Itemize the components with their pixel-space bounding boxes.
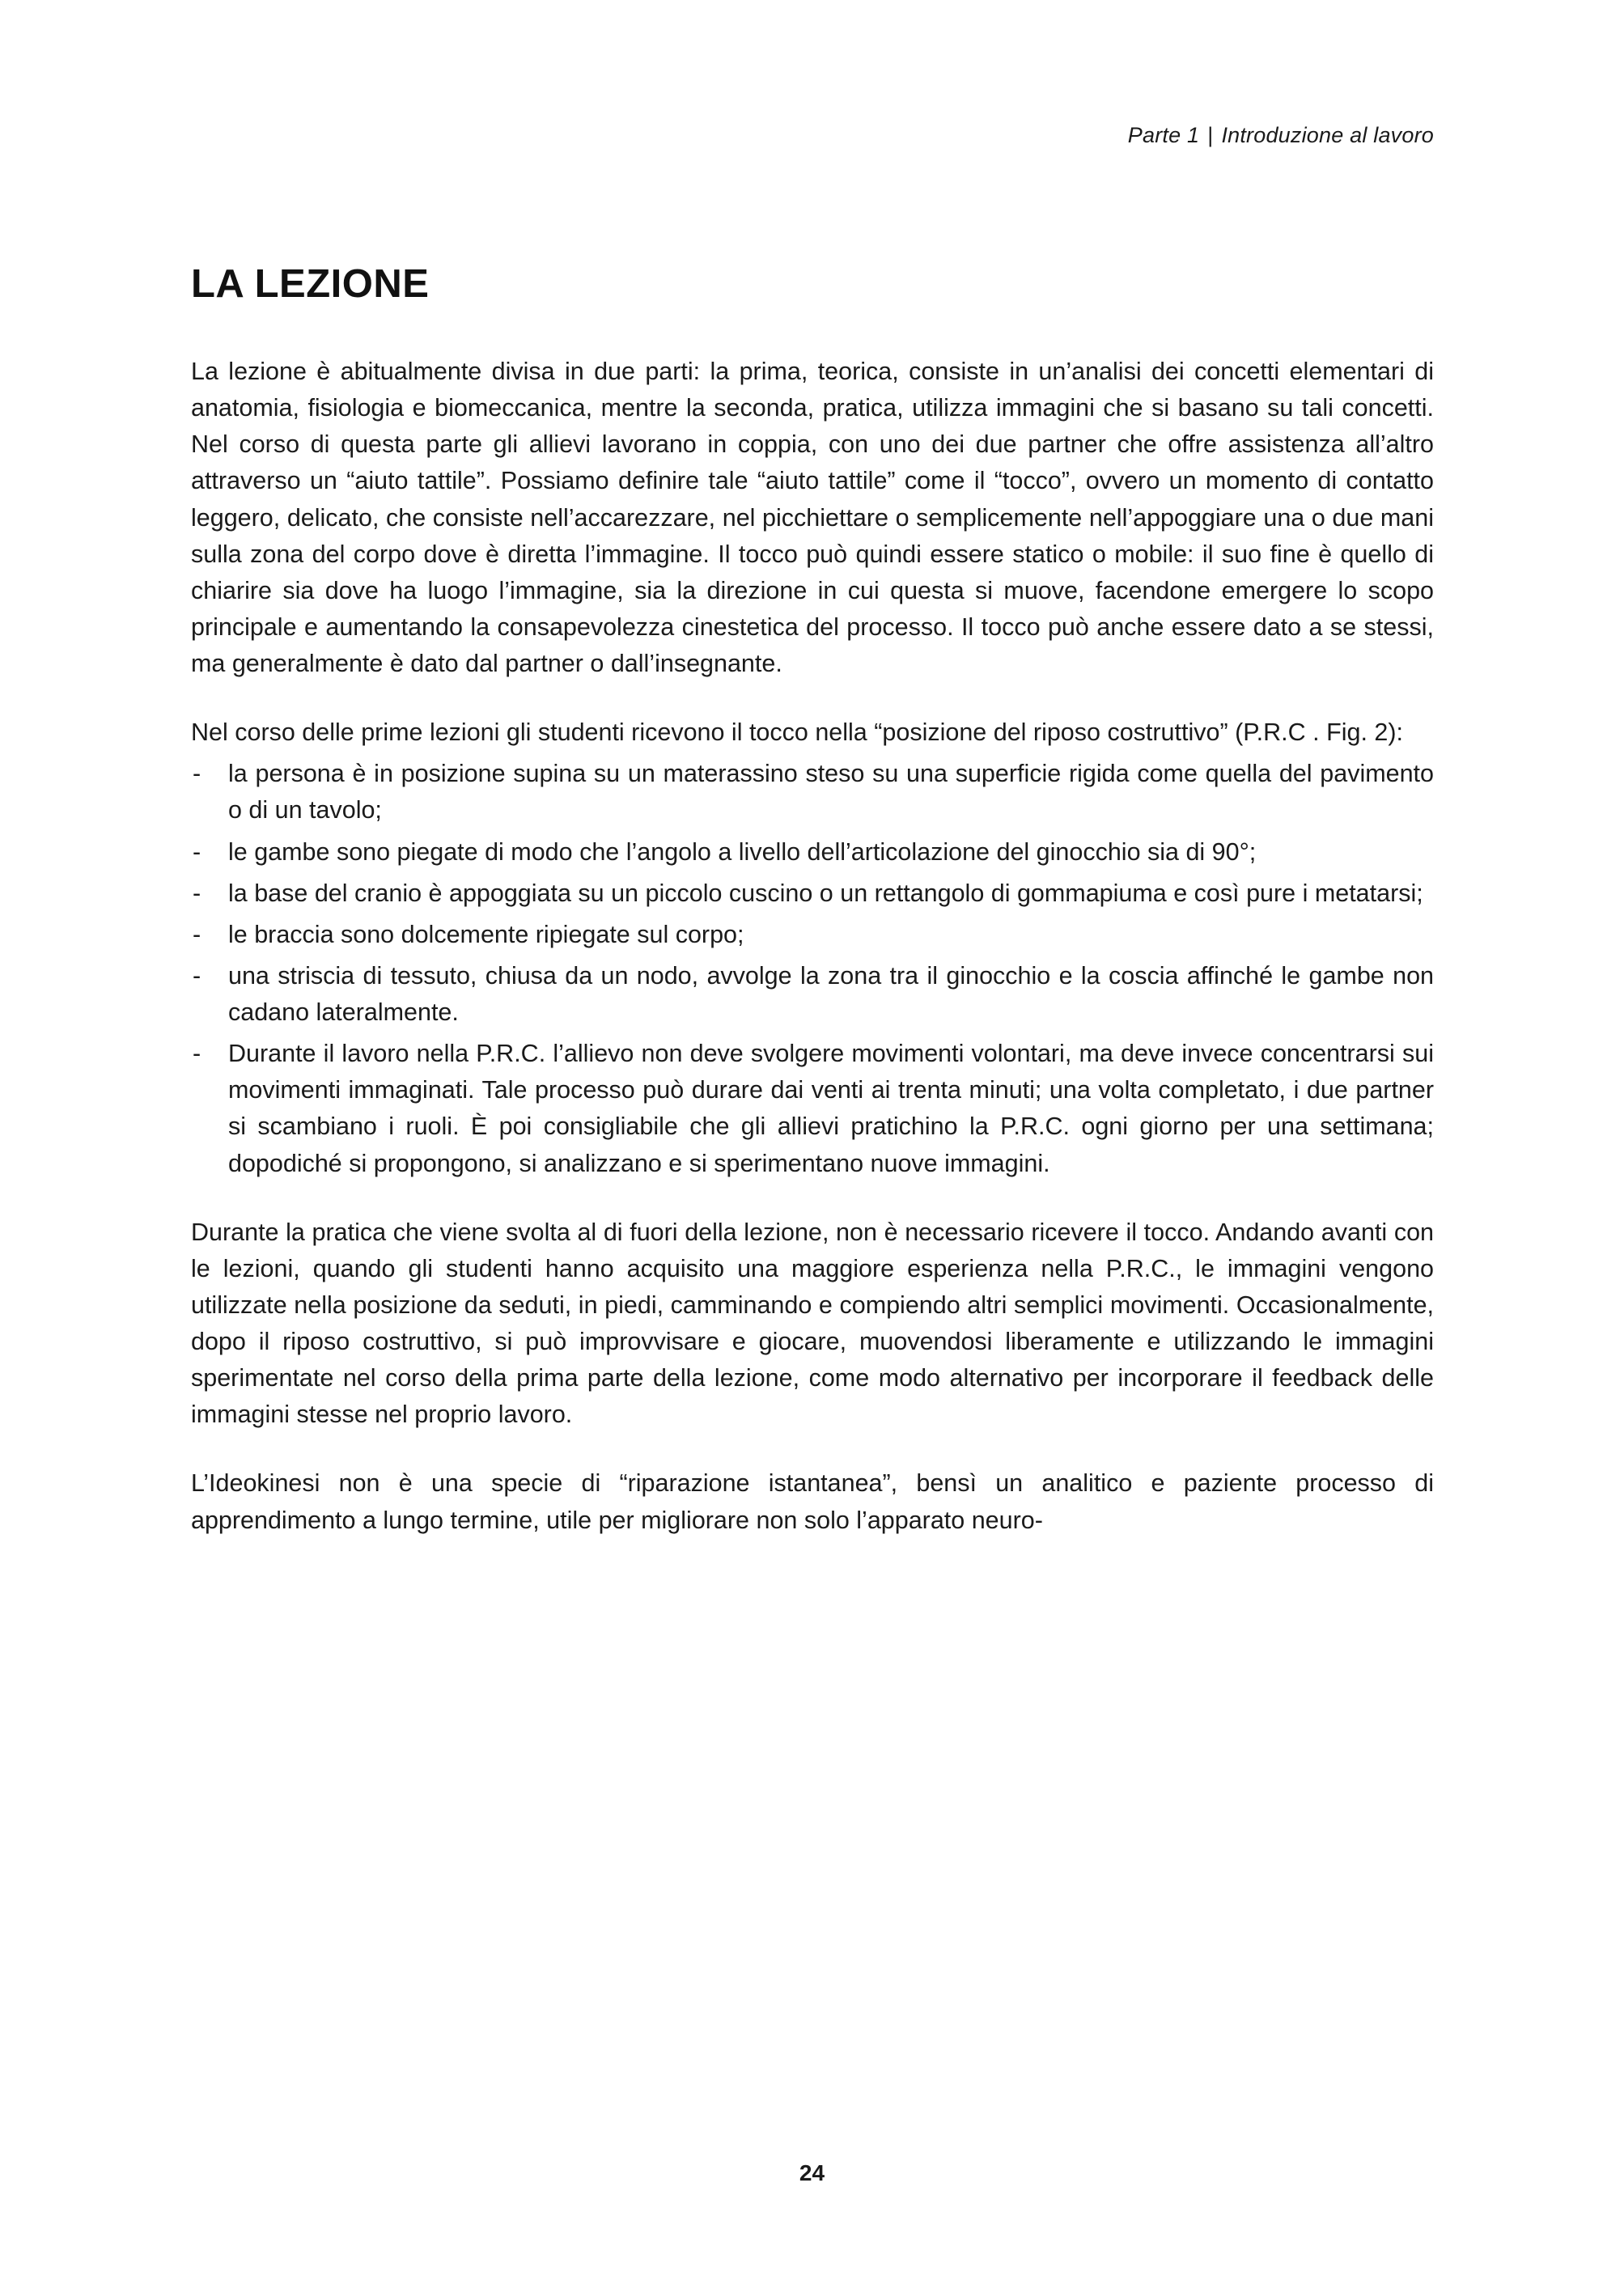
- running-header: [191, 123, 1434, 148]
- list-item: [191, 834, 1434, 871]
- list-item-text: le braccia sono dolcemente ripiegate sul corpo;: [228, 920, 744, 948]
- page-title: LA LEZIONE: [191, 262, 430, 306]
- list-item: [191, 917, 1434, 953]
- paragraph-3: Durante la pratica che viene svolta al di fuori della lezione, non è necessario ricevere il tocco. Andando avanti con le lezioni, quando gli studenti hanno acquisito una maggiore esperienza nella P.R.C., le immagini vengono utilizzate nella posizione da seduti, in piedi, camminando e compiendo altri semplici movimenti. Occasionalmente, dopo il riposo costruttivo, si può improvvisare e giocare, muovendosi liberamente e utilizzando le immagini sperimentate nel corso della prima parte della lezione, come modo alternativo per incorporare il feedback delle immagini stesse nel proprio lavoro.: [191, 1218, 1434, 1429]
- prc-list: [191, 756, 1434, 1181]
- list-bullet: -: [193, 879, 201, 907]
- running-header-separator: |: [1207, 123, 1214, 147]
- paragraph-1: La lezione è abitualmente divisa in due parti: la prima, teorica, consiste in un’analisi dei concetti elementari di anatomia, fisiologia e biomeccanica, mentre la seconda, pratica, utilizza immagini che si basano su tali concetti. Nel corso di questa parte gli allievi lavorano in coppia, con uno dei due partner che offre assistenza all’altro attraverso un “aiuto tattile”. Possiamo definire tale “aiuto tattile” come il “tocco”, ovvero un momento di contatto leggero, delicato, che consiste nell’accarezzare, nel picchiettare o semplicemente nell’appoggiare una o due mani sulla zona del corpo dove è diretta l’immagine. Il tocco può quindi essere statico o mobile: il suo fine è quello di chiarire sia dove ha luogo l’immagine, sia la direzione in cui questa si muove, facendone emergere lo scopo principale e aumentando la consapevolezza cinestetica del processo. Il tocco può anche essere dato a se stessi, ma generalmente è dato dal partner o dall’insegnante.: [191, 358, 1434, 677]
- list-item-text: una striscia di tessuto, chiusa da un nodo, avvolge la zona tra il ginocchio e la coscia affinché le gambe non cadano lateralmente.: [228, 961, 1434, 1026]
- list-item-text: Durante il lavoro nella P.R.C. l’allievo non deve svolgere movimenti volontari, ma deve invece concentrarsi sui movimenti immaginati. Tale processo può durare dai venti ai trenta minuti; una volta completato, i due partner si scambiano i ruoli. È poi consigliabile che gli allievi pratichino la P.R.C. ogni giorno per una settimana; dopodiché si propongono, si analizzano e si sperimentano nuove immagini.: [228, 1040, 1434, 1177]
- paragraph-4: L’Ideokinesi non è una specie di “riparazione istantanea”, bensì un analitico e paziente processo di apprendimento a lungo termine, utile per migliorare non solo l’apparato neuro-: [191, 1469, 1434, 1534]
- paragraph-2: Nel corso delle prime lezioni gli studenti ricevono il tocco nella “posizione del riposo costruttivo” (P.R.C . Fig. 2):: [191, 718, 1403, 747]
- list-item-text: la persona è in posizione supina su un materassino steso su una superficie rigida come quella del pavimento o di un tavolo;: [228, 760, 1434, 824]
- list-item-text: le gambe sono piegate di modo che l’angolo a livello dell’articolazione del ginocchio sia di 90°;: [228, 837, 1257, 866]
- list-item: [191, 875, 1434, 912]
- running-header-section: Introduzione al lavoro: [1221, 123, 1434, 147]
- page-number: 24: [799, 2160, 825, 2185]
- list-bullet: -: [193, 837, 201, 866]
- list-bullet: -: [193, 760, 201, 788]
- list-bullet: -: [193, 920, 201, 948]
- page-content: [191, 0, 1434, 1539]
- list-item-text: la base del cranio è appoggiata su un piccolo cuscino o un rettangolo di gommapiuma e così pure i metatarsi;: [228, 879, 1423, 907]
- list-bullet: -: [193, 1040, 201, 1068]
- list-item: [191, 756, 1434, 829]
- list-item: [191, 958, 1434, 1031]
- list-item: [191, 1036, 1434, 1182]
- running-header-part: Parte 1: [1127, 123, 1200, 147]
- list-bullet: -: [193, 961, 201, 990]
